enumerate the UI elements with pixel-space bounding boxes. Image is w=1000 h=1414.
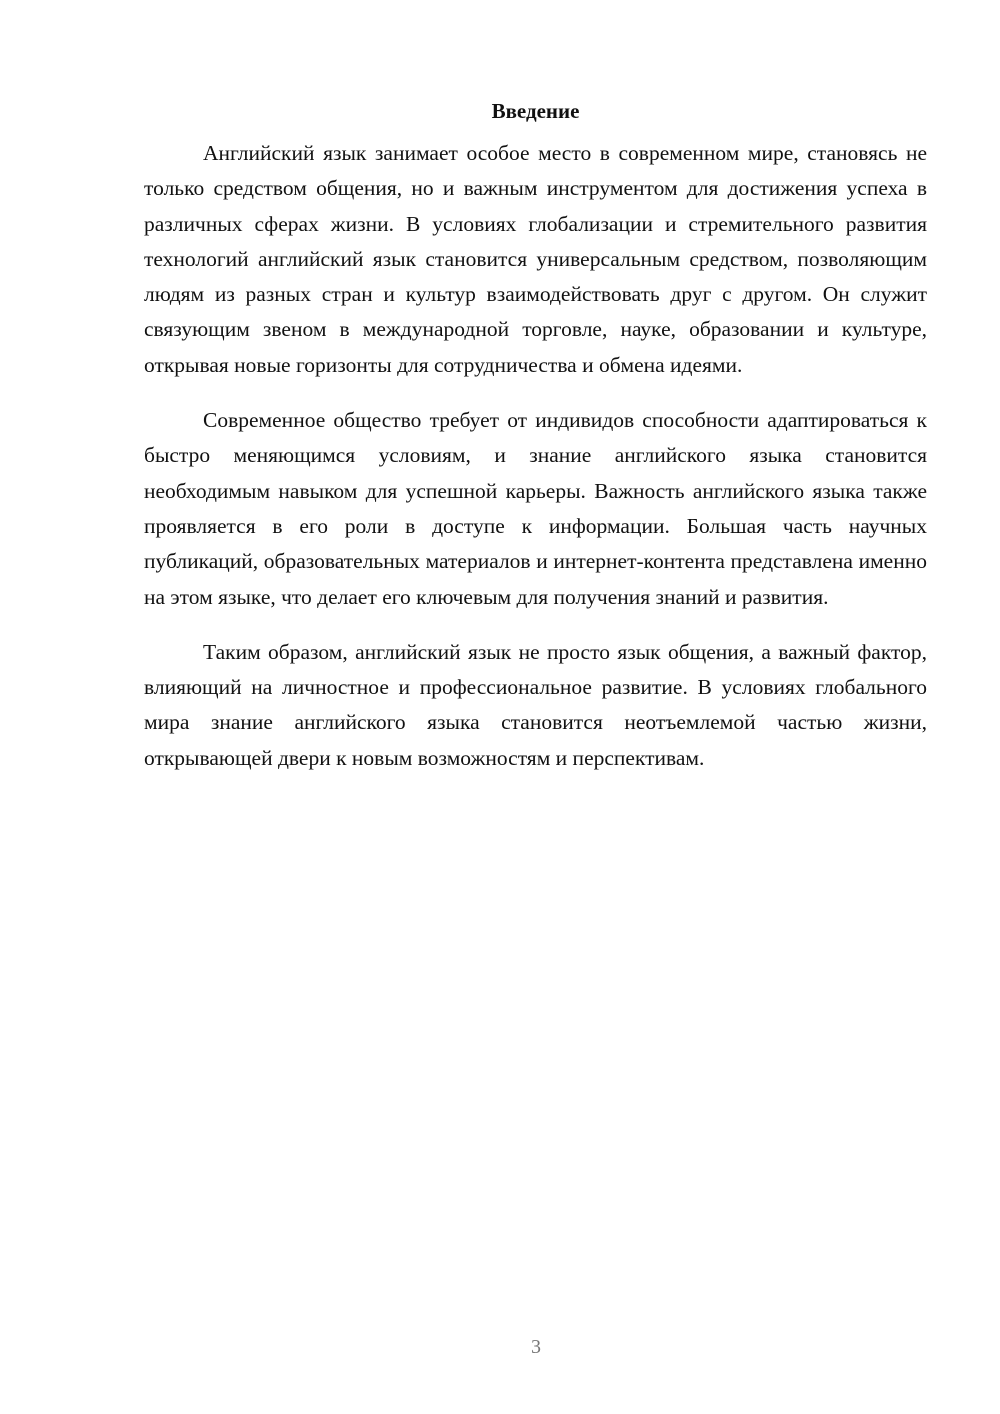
paragraph-2: Современное общество требует от индивидов способности адаптироваться к быстро меняющимся условиям, и знание английского языка становится необходимым навыком для успешной карьеры. Важность английского языка также проявляется в его роли в доступе к информации. Большая часть научных публикаций, образовательных материалов и интернет-контента представлена именно на этом языке, что делает его ключевым для получения знаний и развития. (144, 408, 927, 609)
paragraph-1: Английский язык занимает особое место в современном мире, становясь не только средством общения, но и важным инструментом для достижения успеха в различных сферах жизни. В условиях глобализации и стремительного развития технологий английский язык становится универсальным средством, позволяющим людям из разных стран и культур взаимодействовать друг с другом. Он служит связующим звеном в международной торговле, науке, образовании и культуре, открывая новые горизонты для сотрудничества и обмена идеями. (144, 141, 927, 377)
page-number: 3 (531, 1336, 541, 1358)
page-content (144, 96, 927, 796)
paragraph-3: Таким образом, английский язык не просто язык общения, а важный фактор, влияющий на личностное и профессиональное развитие. В условиях глобального мира знание английского языка становится неотъемлемой частью жизни, открывающей двери к новым возможностям и перспективам. (144, 639, 927, 770)
section-heading: Введение (491, 99, 580, 123)
